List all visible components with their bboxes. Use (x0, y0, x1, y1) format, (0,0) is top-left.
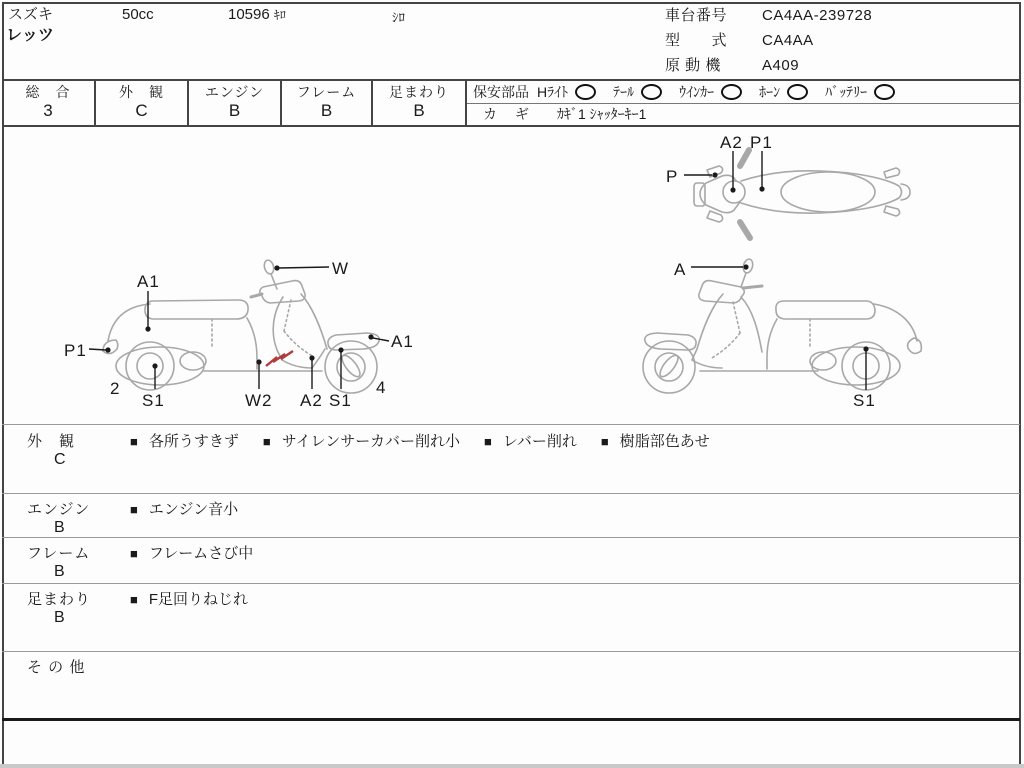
section-label: フレーム (27, 545, 91, 562)
label-w2: W2 (245, 391, 273, 410)
section-label: 足まわり (27, 591, 92, 608)
bullet-square-icon: ■ (130, 502, 138, 517)
key-label: カ ギ (483, 106, 531, 122)
label-a2-front: A2 (300, 391, 323, 410)
section-label: そ の 他 (27, 659, 86, 676)
label-p-top: P (666, 167, 679, 186)
defect-item: ■ レバー削れ (484, 433, 577, 450)
grade-label-undercarriage: 足まわり (389, 83, 449, 100)
engine-label: 原 動 機 (665, 57, 721, 74)
leader-lines (89, 151, 866, 390)
defect-list (130, 430, 734, 451)
section-label: 外 観 (27, 433, 76, 450)
bullet-square-icon: ■ (484, 434, 492, 449)
label-wheel-2: 2 (110, 379, 121, 398)
grade-label-frame: フレーム (296, 83, 357, 100)
label-a1-front: A1 (391, 332, 414, 351)
key-value: ｶｷﾞ1 ｼｬｯﾀｰｷｰ1 (557, 106, 647, 122)
grade-label-engine: エンジン (204, 83, 265, 100)
defect-list (130, 498, 262, 519)
safety-item-label: ｳｲﾝｶｰ (679, 83, 715, 100)
defect-list (130, 588, 272, 609)
section-exterior (2, 425, 1020, 493)
section-other (2, 651, 1020, 718)
defect-item: ■ エンジン音小 (130, 501, 239, 518)
grade-value-frame: B (320, 100, 333, 120)
grade-value-total: 3 (43, 100, 53, 120)
label-s1-front: S1 (329, 391, 352, 410)
chassis-label: 車台番号 (665, 7, 728, 24)
model-name: レッツ (6, 27, 54, 44)
mileage-unit: ｷﾛ (273, 8, 286, 22)
scooter-top-view (694, 150, 910, 238)
defect-item: ■ フレームさび中 (130, 545, 254, 562)
maker-name: スズキ (8, 6, 54, 23)
section-grade: B (54, 563, 65, 580)
grade-value-exterior: C (135, 100, 148, 120)
body-color: ｼﾛ (392, 10, 405, 25)
safety-item-label: Hﾗｲﾄ (537, 83, 569, 100)
chassis-number: CA4AA-239728 (762, 7, 873, 24)
section-label: エンジン (27, 501, 91, 518)
label-s1-rear: S1 (142, 391, 165, 410)
label-a1-rear: A1 (137, 272, 160, 291)
type-value: CA4AA (762, 32, 814, 49)
defect-item: ■ サイレンサーカバー削れ小 (262, 433, 461, 450)
defect-item: ■ 各所うすきず (130, 433, 239, 450)
grade-label-exterior: 外 観 (119, 83, 164, 100)
grade-label-total: 総 合 (25, 83, 71, 100)
safety-item-label: ﾊﾞｯﾃﾘｰ (825, 83, 868, 100)
label-a-right: A (674, 260, 687, 279)
label-a2-top: A2 (720, 133, 743, 152)
label-p1-top: P1 (750, 133, 773, 152)
label-wheel-4: 4 (376, 378, 387, 397)
bullet-square-icon: ■ (130, 592, 138, 607)
section-grade: B (54, 519, 65, 536)
safety-item-label: ﾎｰﾝ (759, 83, 781, 100)
defect-item: ■ F足回りねじれ (130, 591, 249, 608)
scooter-line-art (103, 150, 921, 393)
grade-value-undercarriage: B (413, 100, 425, 120)
label-w: W (332, 259, 350, 278)
bullet-square-icon: ■ (130, 546, 138, 561)
engine-value: A409 (762, 57, 800, 74)
type-label: 型 式 (665, 32, 728, 49)
mileage-value: 10596 (228, 6, 270, 23)
label-p1-rear: P1 (64, 341, 87, 360)
grade-value-engine: B (228, 100, 241, 120)
section-frame (2, 537, 1020, 583)
section-grade: B (54, 609, 65, 626)
defect-item: ■ 樹脂部色あせ (600, 433, 710, 450)
section-grade: C (54, 451, 66, 468)
label-s1-right: S1 (853, 391, 876, 410)
leader-dots (105, 172, 868, 368)
defect-list (130, 542, 277, 563)
displacement: 50cc (122, 6, 154, 23)
section-engine (2, 493, 1020, 537)
bullet-square-icon: ■ (600, 434, 609, 449)
safety-item-label: ﾃｰﾙ (613, 83, 635, 100)
bullet-square-icon: ■ (130, 434, 138, 449)
section-undercarriage (2, 583, 1020, 651)
bullet-square-icon: ■ (262, 434, 271, 449)
safety-parts-title: 保安部品 (473, 83, 529, 100)
